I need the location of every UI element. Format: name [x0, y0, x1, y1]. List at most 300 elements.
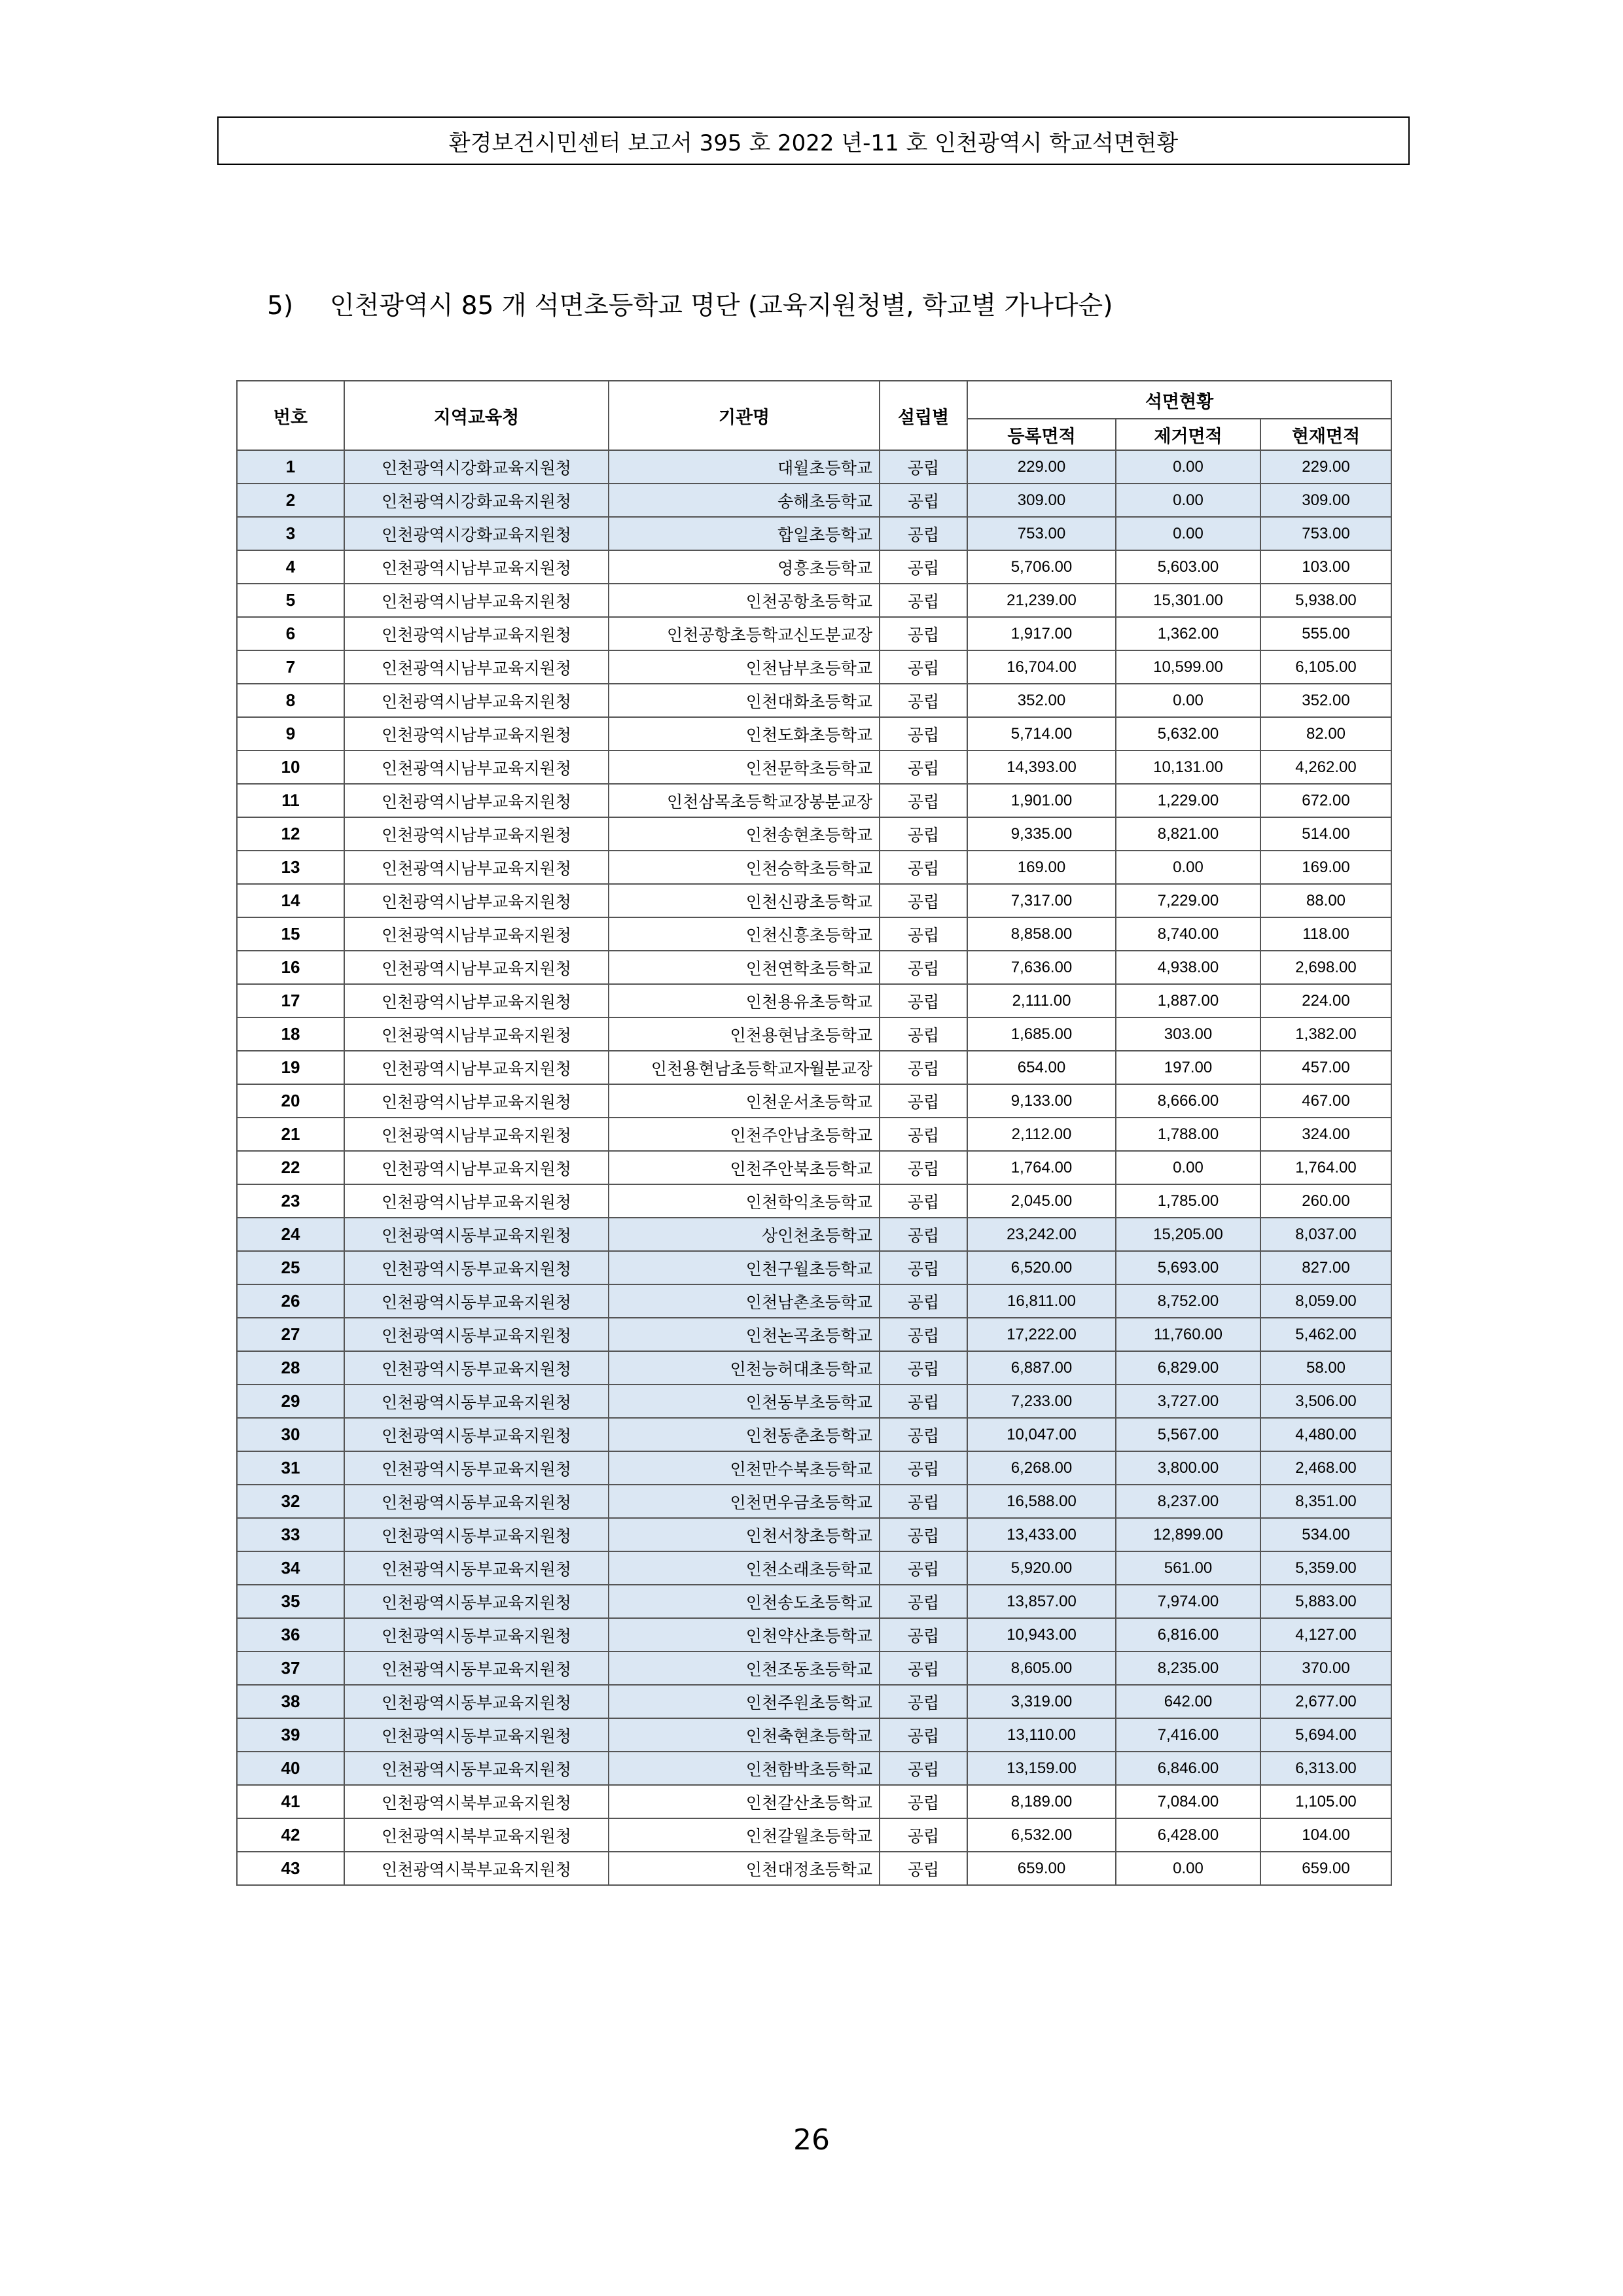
education-office: 인천광역시남부교육지원청 [344, 617, 609, 650]
row-number: 12 [237, 817, 344, 851]
registered-area: 654.00 [967, 1051, 1116, 1084]
establishment-type: 공립 [880, 1184, 967, 1218]
education-office: 인천광역시남부교육지원청 [344, 1017, 609, 1051]
table-row [237, 984, 1391, 1017]
school-name: 대월초등학교 [609, 450, 880, 484]
current-area: 309.00 [1260, 484, 1391, 517]
establishment-type: 공립 [880, 1685, 967, 1718]
table-row [237, 1318, 1391, 1351]
establishment-type: 공립 [880, 1051, 967, 1084]
row-number: 33 [237, 1518, 344, 1551]
table-row [237, 1618, 1391, 1651]
registered-area: 14,393.00 [967, 751, 1116, 784]
row-number: 27 [237, 1318, 344, 1351]
school-name: 인천함박초등학교 [609, 1752, 880, 1785]
table-row [237, 1718, 1391, 1752]
school-name: 인천대정초등학교 [609, 1852, 880, 1885]
education-office: 인천광역시동부교육지원청 [344, 1451, 609, 1485]
row-number: 31 [237, 1451, 344, 1485]
education-office: 인천광역시동부교육지원청 [344, 1651, 609, 1685]
education-office: 인천광역시남부교육지원청 [344, 1118, 609, 1151]
establishment-type: 공립 [880, 1284, 967, 1318]
registered-area: 10,943.00 [967, 1618, 1116, 1651]
removed-area: 303.00 [1116, 1017, 1260, 1051]
page-number: 26 [793, 2123, 830, 2157]
school-name: 송해초등학교 [609, 484, 880, 517]
row-number: 28 [237, 1351, 344, 1385]
registered-area: 352.00 [967, 684, 1116, 717]
table-row [237, 1051, 1391, 1084]
education-office: 인천광역시동부교육지원청 [344, 1218, 609, 1251]
school-name: 인천신광초등학교 [609, 884, 880, 917]
education-office: 인천광역시남부교육지원청 [344, 984, 609, 1017]
current-area: 1,105.00 [1260, 1785, 1391, 1818]
establishment-type: 공립 [880, 550, 967, 584]
registered-area: 13,433.00 [967, 1518, 1116, 1551]
education-office: 인천광역시북부교육지원청 [344, 1785, 609, 1818]
establishment-type: 공립 [880, 1651, 967, 1685]
school-name: 인천갈산초등학교 [609, 1785, 880, 1818]
row-number: 22 [237, 1151, 344, 1184]
school-name: 인천용현남초등학교자월분교장 [609, 1051, 880, 1084]
header-registered-area: 등록면적 [967, 419, 1116, 450]
report-header [217, 116, 1410, 165]
education-office: 인천광역시남부교육지원청 [344, 1184, 609, 1218]
removed-area: 7,084.00 [1116, 1785, 1260, 1818]
removed-area: 1,362.00 [1116, 617, 1260, 650]
table-row [237, 1485, 1391, 1518]
school-name: 인천만수북초등학교 [609, 1451, 880, 1485]
table-row [237, 1284, 1391, 1318]
school-name: 인천송현초등학교 [609, 817, 880, 851]
table-row [237, 1785, 1391, 1818]
table-row [237, 784, 1391, 817]
current-area: 88.00 [1260, 884, 1391, 917]
removed-area: 6,846.00 [1116, 1752, 1260, 1785]
row-number: 2 [237, 484, 344, 517]
removed-area: 0.00 [1116, 684, 1260, 717]
establishment-type: 공립 [880, 1718, 967, 1752]
removed-area: 1,788.00 [1116, 1118, 1260, 1151]
row-number: 17 [237, 984, 344, 1017]
establishment-type: 공립 [880, 1852, 967, 1885]
registered-area: 5,714.00 [967, 717, 1116, 751]
education-office: 인천광역시북부교육지원청 [344, 1852, 609, 1885]
current-area: 260.00 [1260, 1184, 1391, 1218]
establishment-type: 공립 [880, 751, 967, 784]
row-number: 13 [237, 851, 344, 884]
registered-area: 9,133.00 [967, 1084, 1116, 1118]
school-name: 인천용유초등학교 [609, 984, 880, 1017]
school-name: 인천소래초등학교 [609, 1551, 880, 1585]
education-office: 인천광역시동부교육지원청 [344, 1752, 609, 1785]
registered-area: 13,159.00 [967, 1752, 1116, 1785]
row-number: 21 [237, 1118, 344, 1151]
establishment-type: 공립 [880, 584, 967, 617]
registered-area: 5,706.00 [967, 550, 1116, 584]
school-name: 인천도화초등학교 [609, 717, 880, 751]
education-office: 인천광역시남부교육지원청 [344, 650, 609, 684]
removed-area: 15,205.00 [1116, 1218, 1260, 1251]
school-name: 인천신흥초등학교 [609, 917, 880, 951]
removed-area: 0.00 [1116, 450, 1260, 484]
table-row [237, 1251, 1391, 1284]
header-establishment: 설립별 [880, 381, 967, 450]
current-area: 4,480.00 [1260, 1418, 1391, 1451]
education-office: 인천광역시동부교육지원청 [344, 1718, 609, 1752]
current-area: 1,382.00 [1260, 1017, 1391, 1051]
removed-area: 6,829.00 [1116, 1351, 1260, 1385]
removed-area: 8,666.00 [1116, 1084, 1260, 1118]
school-name: 인천공항초등학교신도분교장 [609, 617, 880, 650]
row-number: 41 [237, 1785, 344, 1818]
education-office: 인천광역시남부교육지원청 [344, 1084, 609, 1118]
header-office: 지역교육청 [344, 381, 609, 450]
table-row [237, 1218, 1391, 1251]
row-number: 3 [237, 517, 344, 550]
school-name: 인천갈월초등학교 [609, 1818, 880, 1852]
registered-area: 7,636.00 [967, 951, 1116, 984]
establishment-type: 공립 [880, 817, 967, 851]
education-office: 인천광역시남부교육지원청 [344, 684, 609, 717]
school-name: 인천능허대초등학교 [609, 1351, 880, 1385]
registered-area: 13,110.00 [967, 1718, 1116, 1752]
registered-area: 2,045.00 [967, 1184, 1116, 1218]
school-name: 인천공항초등학교 [609, 584, 880, 617]
establishment-type: 공립 [880, 1118, 967, 1151]
header-school: 기관명 [609, 381, 880, 450]
establishment-type: 공립 [880, 717, 967, 751]
removed-area: 0.00 [1116, 484, 1260, 517]
establishment-type: 공립 [880, 484, 967, 517]
establishment-type: 공립 [880, 1785, 967, 1818]
education-office: 인천광역시동부교육지원청 [344, 1551, 609, 1585]
establishment-type: 공립 [880, 1251, 967, 1284]
row-number: 39 [237, 1718, 344, 1752]
education-office: 인천광역시동부교육지원청 [344, 1518, 609, 1551]
removed-area: 7,229.00 [1116, 884, 1260, 917]
current-area: 514.00 [1260, 817, 1391, 851]
removed-area: 8,235.00 [1116, 1651, 1260, 1685]
education-office: 인천광역시동부교육지원청 [344, 1485, 609, 1518]
school-name: 인천용현남초등학교 [609, 1017, 880, 1051]
removed-area: 1,229.00 [1116, 784, 1260, 817]
current-area: 82.00 [1260, 717, 1391, 751]
establishment-type: 공립 [880, 1818, 967, 1852]
education-office: 인천광역시강화교육지원청 [344, 450, 609, 484]
row-number: 14 [237, 884, 344, 917]
current-area: 1,764.00 [1260, 1151, 1391, 1184]
current-area: 659.00 [1260, 1852, 1391, 1885]
removed-area: 0.00 [1116, 517, 1260, 550]
school-name: 인천남촌초등학교 [609, 1284, 880, 1318]
education-office: 인천광역시동부교육지원청 [344, 1385, 609, 1418]
table-row [237, 650, 1391, 684]
registered-area: 13,857.00 [967, 1585, 1116, 1618]
education-office: 인천광역시남부교육지원청 [344, 751, 609, 784]
removed-area: 0.00 [1116, 1852, 1260, 1885]
establishment-type: 공립 [880, 984, 967, 1017]
registered-area: 6,887.00 [967, 1351, 1116, 1385]
school-name: 인천남부초등학교 [609, 650, 880, 684]
current-area: 672.00 [1260, 784, 1391, 817]
registered-area: 1,917.00 [967, 617, 1116, 650]
school-name: 인천학익초등학교 [609, 1184, 880, 1218]
removed-area: 1,785.00 [1116, 1184, 1260, 1218]
removed-area: 0.00 [1116, 851, 1260, 884]
removed-area: 8,237.00 [1116, 1485, 1260, 1518]
table-row [237, 1418, 1391, 1451]
current-area: 827.00 [1260, 1251, 1391, 1284]
table-row [237, 1385, 1391, 1418]
table-row [237, 1151, 1391, 1184]
current-area: 467.00 [1260, 1084, 1391, 1118]
table-row [237, 1685, 1391, 1718]
table-row [237, 1351, 1391, 1385]
section-number: 5) [267, 291, 294, 321]
table-row [237, 450, 1391, 484]
establishment-type: 공립 [880, 851, 967, 884]
establishment-type: 공립 [880, 1084, 967, 1118]
row-number: 35 [237, 1585, 344, 1618]
education-office: 인천광역시남부교육지원청 [344, 1051, 609, 1084]
table-row [237, 684, 1391, 717]
removed-area: 8,740.00 [1116, 917, 1260, 951]
current-area: 457.00 [1260, 1051, 1391, 1084]
registered-area: 229.00 [967, 450, 1116, 484]
header-no: 번호 [237, 381, 344, 450]
establishment-type: 공립 [880, 1518, 967, 1551]
removed-area: 8,821.00 [1116, 817, 1260, 851]
row-number: 40 [237, 1752, 344, 1785]
table-body [237, 450, 1391, 1885]
removed-area: 0.00 [1116, 1151, 1260, 1184]
school-name: 인천삼목초등학교장봉분교장 [609, 784, 880, 817]
school-name: 합일초등학교 [609, 517, 880, 550]
school-name: 인천대화초등학교 [609, 684, 880, 717]
row-number: 29 [237, 1385, 344, 1418]
registered-area: 3,319.00 [967, 1685, 1116, 1718]
education-office: 인천광역시남부교육지원청 [344, 1151, 609, 1184]
education-office: 인천광역시동부교육지원청 [344, 1618, 609, 1651]
row-number: 20 [237, 1084, 344, 1118]
school-name: 영흥초등학교 [609, 550, 880, 584]
current-area: 2,468.00 [1260, 1451, 1391, 1485]
removed-area: 6,428.00 [1116, 1818, 1260, 1852]
header-current-area: 현재면적 [1260, 419, 1391, 450]
table-row [237, 584, 1391, 617]
current-area: 8,037.00 [1260, 1218, 1391, 1251]
school-name: 인천주원초등학교 [609, 1685, 880, 1718]
education-office: 인천광역시남부교육지원청 [344, 884, 609, 917]
table-row [237, 884, 1391, 917]
row-number: 37 [237, 1651, 344, 1685]
table-row [237, 917, 1391, 951]
removed-area: 197.00 [1116, 1051, 1260, 1084]
establishment-type: 공립 [880, 1752, 967, 1785]
registered-area: 5,920.00 [967, 1551, 1116, 1585]
establishment-type: 공립 [880, 1418, 967, 1451]
establishment-type: 공립 [880, 1451, 967, 1485]
current-area: 753.00 [1260, 517, 1391, 550]
school-name: 인천승학초등학교 [609, 851, 880, 884]
table-row [237, 1585, 1391, 1618]
school-name: 인천주안남초등학교 [609, 1118, 880, 1151]
table-row [237, 851, 1391, 884]
removed-area: 5,632.00 [1116, 717, 1260, 751]
row-number: 11 [237, 784, 344, 817]
removed-area: 7,416.00 [1116, 1718, 1260, 1752]
current-area: 370.00 [1260, 1651, 1391, 1685]
establishment-type: 공립 [880, 1218, 967, 1251]
registered-area: 10,047.00 [967, 1418, 1116, 1451]
row-number: 34 [237, 1551, 344, 1585]
row-number: 36 [237, 1618, 344, 1651]
establishment-type: 공립 [880, 1351, 967, 1385]
table-row [237, 717, 1391, 751]
registered-area: 2,112.00 [967, 1118, 1116, 1151]
establishment-type: 공립 [880, 951, 967, 984]
removed-area: 10,599.00 [1116, 650, 1260, 684]
education-office: 인천광역시동부교육지원청 [344, 1351, 609, 1385]
removed-area: 561.00 [1116, 1551, 1260, 1585]
table-row [237, 617, 1391, 650]
row-number: 6 [237, 617, 344, 650]
current-area: 103.00 [1260, 550, 1391, 584]
current-area: 5,462.00 [1260, 1318, 1391, 1351]
table-row [237, 751, 1391, 784]
establishment-type: 공립 [880, 784, 967, 817]
current-area: 6,105.00 [1260, 650, 1391, 684]
education-office: 인천광역시동부교육지원청 [344, 1318, 609, 1351]
school-name: 인천논곡초등학교 [609, 1318, 880, 1351]
registered-area: 753.00 [967, 517, 1116, 550]
row-number: 25 [237, 1251, 344, 1284]
registered-area: 1,901.00 [967, 784, 1116, 817]
removed-area: 6,816.00 [1116, 1618, 1260, 1651]
school-name: 인천운서초등학교 [609, 1084, 880, 1118]
removed-area: 5,603.00 [1116, 550, 1260, 584]
school-name: 인천동춘초등학교 [609, 1418, 880, 1451]
education-office: 인천광역시남부교육지원청 [344, 550, 609, 584]
removed-area: 642.00 [1116, 1685, 1260, 1718]
row-number: 9 [237, 717, 344, 751]
table-row [237, 484, 1391, 517]
table-row [237, 517, 1391, 550]
school-name: 인천동부초등학교 [609, 1385, 880, 1418]
establishment-type: 공립 [880, 1485, 967, 1518]
establishment-type: 공립 [880, 684, 967, 717]
registered-area: 8,605.00 [967, 1651, 1116, 1685]
establishment-type: 공립 [880, 1017, 967, 1051]
table-row [237, 1017, 1391, 1051]
table-row [237, 1852, 1391, 1885]
current-area: 6,313.00 [1260, 1752, 1391, 1785]
removed-area: 3,727.00 [1116, 1385, 1260, 1418]
school-name: 인천송도초등학교 [609, 1585, 880, 1618]
table-row [237, 1551, 1391, 1585]
education-office: 인천광역시남부교육지원청 [344, 851, 609, 884]
section-title-text: 인천광역시 85 개 석면초등학교 명단 (교육지원청별, 학교별 가나다순) [330, 291, 1113, 321]
registered-area: 16,704.00 [967, 650, 1116, 684]
establishment-type: 공립 [880, 617, 967, 650]
header-removed-area: 제거면적 [1116, 419, 1260, 450]
current-area: 5,694.00 [1260, 1718, 1391, 1752]
row-number: 43 [237, 1852, 344, 1885]
establishment-type: 공립 [880, 1551, 967, 1585]
education-office: 인천광역시남부교육지원청 [344, 817, 609, 851]
establishment-type: 공립 [880, 1385, 967, 1418]
current-area: 5,359.00 [1260, 1551, 1391, 1585]
establishment-type: 공립 [880, 917, 967, 951]
table-row [237, 817, 1391, 851]
current-area: 2,677.00 [1260, 1685, 1391, 1718]
row-number: 23 [237, 1184, 344, 1218]
education-office: 인천광역시남부교육지원청 [344, 951, 609, 984]
registered-area: 169.00 [967, 851, 1116, 884]
registered-area: 2,111.00 [967, 984, 1116, 1017]
row-number: 15 [237, 917, 344, 951]
row-number: 42 [237, 1818, 344, 1852]
school-name: 인천주안북초등학교 [609, 1151, 880, 1184]
school-name: 상인천초등학교 [609, 1218, 880, 1251]
table-row [237, 1818, 1391, 1852]
removed-area: 5,693.00 [1116, 1251, 1260, 1284]
education-office: 인천광역시강화교육지원청 [344, 484, 609, 517]
removed-area: 12,899.00 [1116, 1518, 1260, 1551]
registered-area: 659.00 [967, 1852, 1116, 1885]
current-area: 118.00 [1260, 917, 1391, 951]
row-number: 8 [237, 684, 344, 717]
row-number: 1 [237, 450, 344, 484]
removed-area: 8,752.00 [1116, 1284, 1260, 1318]
removed-area: 15,301.00 [1116, 584, 1260, 617]
registered-area: 23,242.00 [967, 1218, 1116, 1251]
current-area: 2,698.00 [1260, 951, 1391, 984]
school-name: 인천먼우금초등학교 [609, 1485, 880, 1518]
establishment-type: 공립 [880, 1585, 967, 1618]
establishment-type: 공립 [880, 1318, 967, 1351]
table-row [237, 1084, 1391, 1118]
current-area: 4,127.00 [1260, 1618, 1391, 1651]
current-area: 534.00 [1260, 1518, 1391, 1551]
removed-area: 5,567.00 [1116, 1418, 1260, 1451]
education-office: 인천광역시동부교육지원청 [344, 1418, 609, 1451]
current-area: 4,262.00 [1260, 751, 1391, 784]
row-number: 10 [237, 751, 344, 784]
registered-area: 21,239.00 [967, 584, 1116, 617]
row-number: 38 [237, 1685, 344, 1718]
current-area: 5,883.00 [1260, 1585, 1391, 1618]
registered-area: 6,532.00 [967, 1818, 1116, 1852]
removed-area: 7,974.00 [1116, 1585, 1260, 1618]
removed-area: 11,760.00 [1116, 1318, 1260, 1351]
registered-area: 17,222.00 [967, 1318, 1116, 1351]
section-title [267, 285, 1113, 322]
registered-area: 7,317.00 [967, 884, 1116, 917]
current-area: 224.00 [1260, 984, 1391, 1017]
education-office: 인천광역시동부교육지원청 [344, 1284, 609, 1318]
school-name: 인천문학초등학교 [609, 751, 880, 784]
education-office: 인천광역시남부교육지원청 [344, 717, 609, 751]
table-row [237, 951, 1391, 984]
school-name: 인천서창초등학교 [609, 1518, 880, 1551]
education-office: 인천광역시북부교육지원청 [344, 1818, 609, 1852]
establishment-type: 공립 [880, 1618, 967, 1651]
table-row [237, 1451, 1391, 1485]
registered-area: 8,189.00 [967, 1785, 1116, 1818]
current-area: 104.00 [1260, 1818, 1391, 1852]
